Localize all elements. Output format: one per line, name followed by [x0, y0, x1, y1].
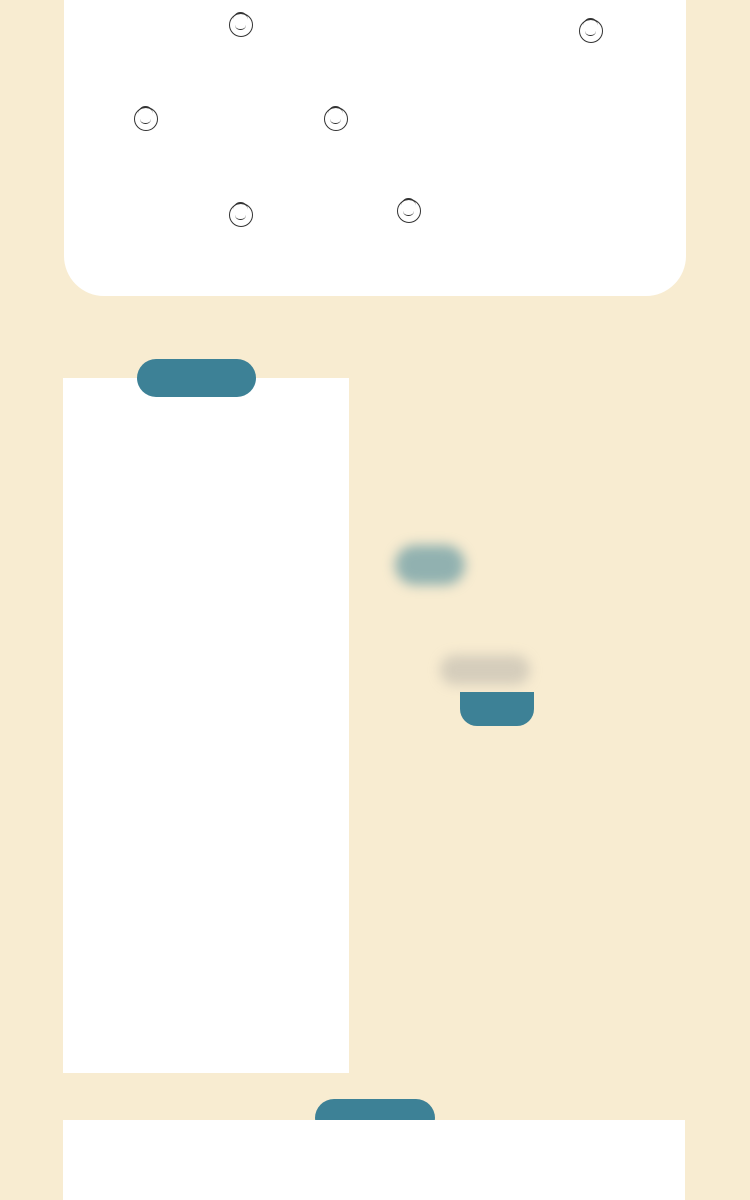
figure2-boards: [0, 1150, 750, 1200]
player-face-icon-bottom-left: [397, 199, 421, 223]
player-face-icon-left: [134, 107, 158, 131]
blur-smudge: [395, 545, 465, 585]
figure2-overlay-label: [460, 692, 534, 726]
player-face-icon-top-right: [579, 19, 603, 43]
blur-smudge-2: [440, 655, 530, 685]
player-face-icon-bottom: [229, 203, 253, 227]
figure1-label: [137, 359, 256, 397]
player-face-icon-top: [229, 13, 253, 37]
figure1-boards: [0, 400, 360, 1080]
player-face-icon-right: [324, 107, 348, 131]
top-boards-illustration: [0, 0, 750, 240]
